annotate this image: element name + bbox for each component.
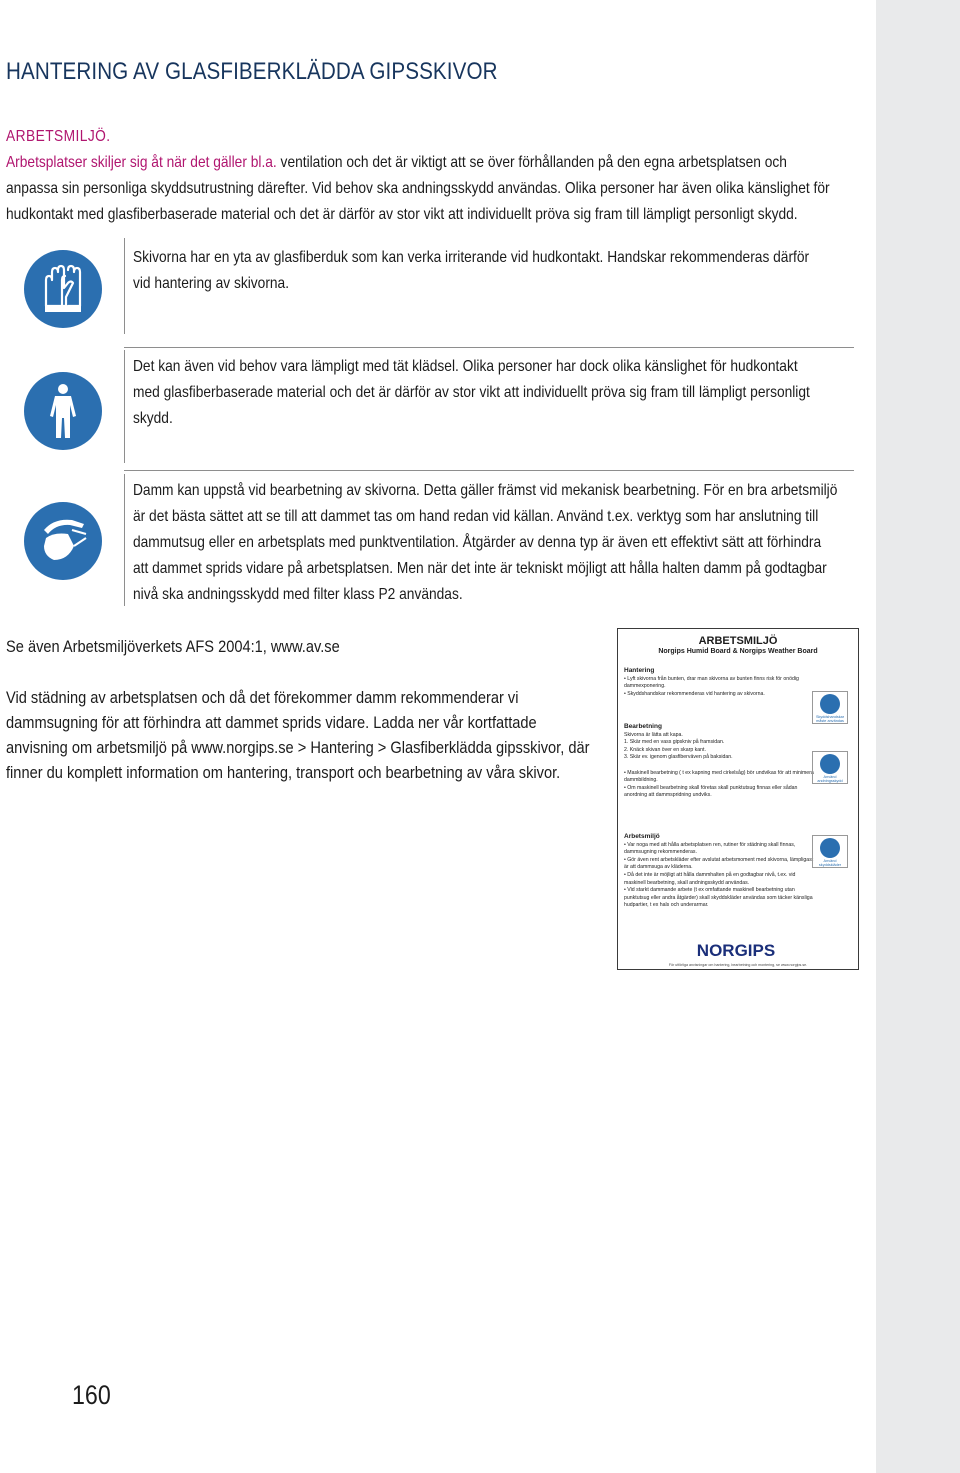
safety-info-card [617,628,859,970]
card-text: • Vid starkt dammande arbete (t ex omfattande maskinell bearbetning utan punktutsug eller andra åtgärder) skall skyddskläder användas som täcker känsliga hudpartier, t ex hals och underarmar. [624,887,813,909]
section-divider [124,347,854,348]
gloves-icon [24,250,102,328]
intro-rest: ventilation och det är viktigt att se över förhållanden på den egna arbetsplatsen och anpassa sin personliga skyddsutrustning därefter. Vid behov ska andningsskydd användas. Olika personer har även olika känslighet för hudkontakt med glasfiberbaserade material och det är därför av stor vikt att individuellt pröva sig fram till lämpligt personligt skydd. [6,154,830,223]
respirator-mask-icon [820,754,840,774]
card-text: • Maskinell bearbetning ( t ex kapning med cirkelsåg) bör undvikas för att minimera dammbildning. [624,769,814,784]
card-gloves-sign [812,691,848,724]
page-title: HANTERING AV GLASFIBERKLÄDDA GIPSSKIVOR [6,58,498,85]
card-suit-sign [812,835,848,868]
card-text: Skivorna är lätta att kapa. [624,731,683,738]
card-subtitle: Norgips Humid Board & Norgips Weather Board [658,648,818,655]
dust-paragraph: Damm kan uppstå vid bearbetning av skivorna. Detta gäller främst vid mekanisk bearbetning. För en bra arbetsmiljö är det bästa sättet att se till att dammet tas om hand redan vid källan. Använd t.ex. verktyg som har anslutning till dammutsug eller en arbetsplats med punktventilation. Åtgärder av denna typ är även ett effektivt sätt att förhindra att dammet sprids vidare på arbetsplatsen. Men när det inte är tekniskt möjligt att hålla halten damm på godtagbar nivå ska andningsskydd med filter klass P2 användas. [133,482,838,603]
intro-lead: Arbetsplatser skiljer sig åt när det gäller bl.a. [6,154,277,171]
cleaning-paragraph: Vid städning av arbetsplatsen och då det förekommer damm rekommenderar vi dammsugning för att förhindra att dammet sprids vidare. Ladda ner vår kortfattade anvisning om arbetsmiljö på www.norgips.se > Hantering > Glasfiberklädda gipsskivor, där finner du komplett information om hantering, transport och bearbetning av våra skivor. [6,688,590,782]
svg-text:NORGIPS: NORGIPS [696,941,776,959]
card-text: • Skyddshandskar rekommenderas vid hantering av skivorna. [624,690,765,697]
respirator-mask-icon [24,502,102,580]
card-sign-label: Använd skyddskläder [818,859,842,867]
section-divider-vertical [124,474,125,606]
gloves-paragraph: Skivorna har en yta av glasfiberduk som kan verka irriterande vid hudkontakt. Handskar rekommenderas därför vid hantering av skivorna. [133,249,810,292]
section-heading: ARBETSMILJÖ. [6,128,111,145]
card-text: 2. Knäck skivan över en skarp kant. [624,746,706,753]
card-hantering-heading: Hantering [624,667,655,674]
card-text: • Då det inte är möjligt att hålla dammhalten på en godtagbar nivå, t.ex. vid maskinell bearbetning, skall andningsskydd användas. [624,871,796,886]
section-divider-vertical [124,350,125,463]
card-text: • Om maskinell bearbetning skall företas skall punktutsug finnas eller sådan anordning att dammspridning undviks. [624,784,798,799]
card-bearbetning-section [624,723,816,800]
card-hantering-section [624,667,816,698]
card-text: 1. Skär med en vass gipskniv på framsidan. [624,739,725,746]
section-divider-vertical [124,238,125,334]
card-text: • Var noga med att hålla arbetsplatsen ren, rutiner för städning skall finnas, dammsugning rekommenderas. [624,841,796,856]
card-arbetsmiljo-heading: Arbetsmiljö [624,833,660,840]
intro-paragraph [6,150,836,228]
card-sign-label: Skyddshandskar måste användas [815,715,845,723]
protective-suit-icon [820,838,840,858]
card-footer: För utförliga anvisningar om hantering, bearbetning och montering, se www.norgips.se. [668,963,808,967]
card-text: • Gör även rent arbetskläder efter avslutat arbetsmoment med skivorna, lämpligast är att dammsuga av kläderna. [624,856,814,871]
norgips-logo [686,941,786,959]
card-respirator-sign [812,751,848,784]
card-bearbetning-heading: Bearbetning [624,723,662,730]
gloves-icon [820,694,840,714]
protective-suit-icon [24,372,102,450]
card-sign-label: Använd andningsskydd [817,775,843,783]
page-number: 160 [72,1380,111,1410]
see-also-reference: Se även Arbetsmiljöverkets AFS 2004:1, www.av.se [6,637,340,656]
card-title: ARBETSMILJÖ [698,635,778,647]
card-text: 3. Skär ev. igenom glasfiberväven på baksidan. [624,754,733,761]
card-arbetsmiljo-section [624,833,816,910]
card-text: • Lyft skivorna från bunten, drar man skivorna av bunten finns risk för onödig dammexponering. [624,675,799,690]
suit-paragraph: Det kan även vid behov vara lämpligt med tät klädsel. Olika personer har dock olika känslighet för hudkontakt med glasfiberbaserade material och det är därför av stor vikt att individuellt pröva sig fram till lämpligt personligt skydd. [133,358,810,427]
page-sidebar-band [876,0,960,1473]
section-divider [124,470,854,471]
